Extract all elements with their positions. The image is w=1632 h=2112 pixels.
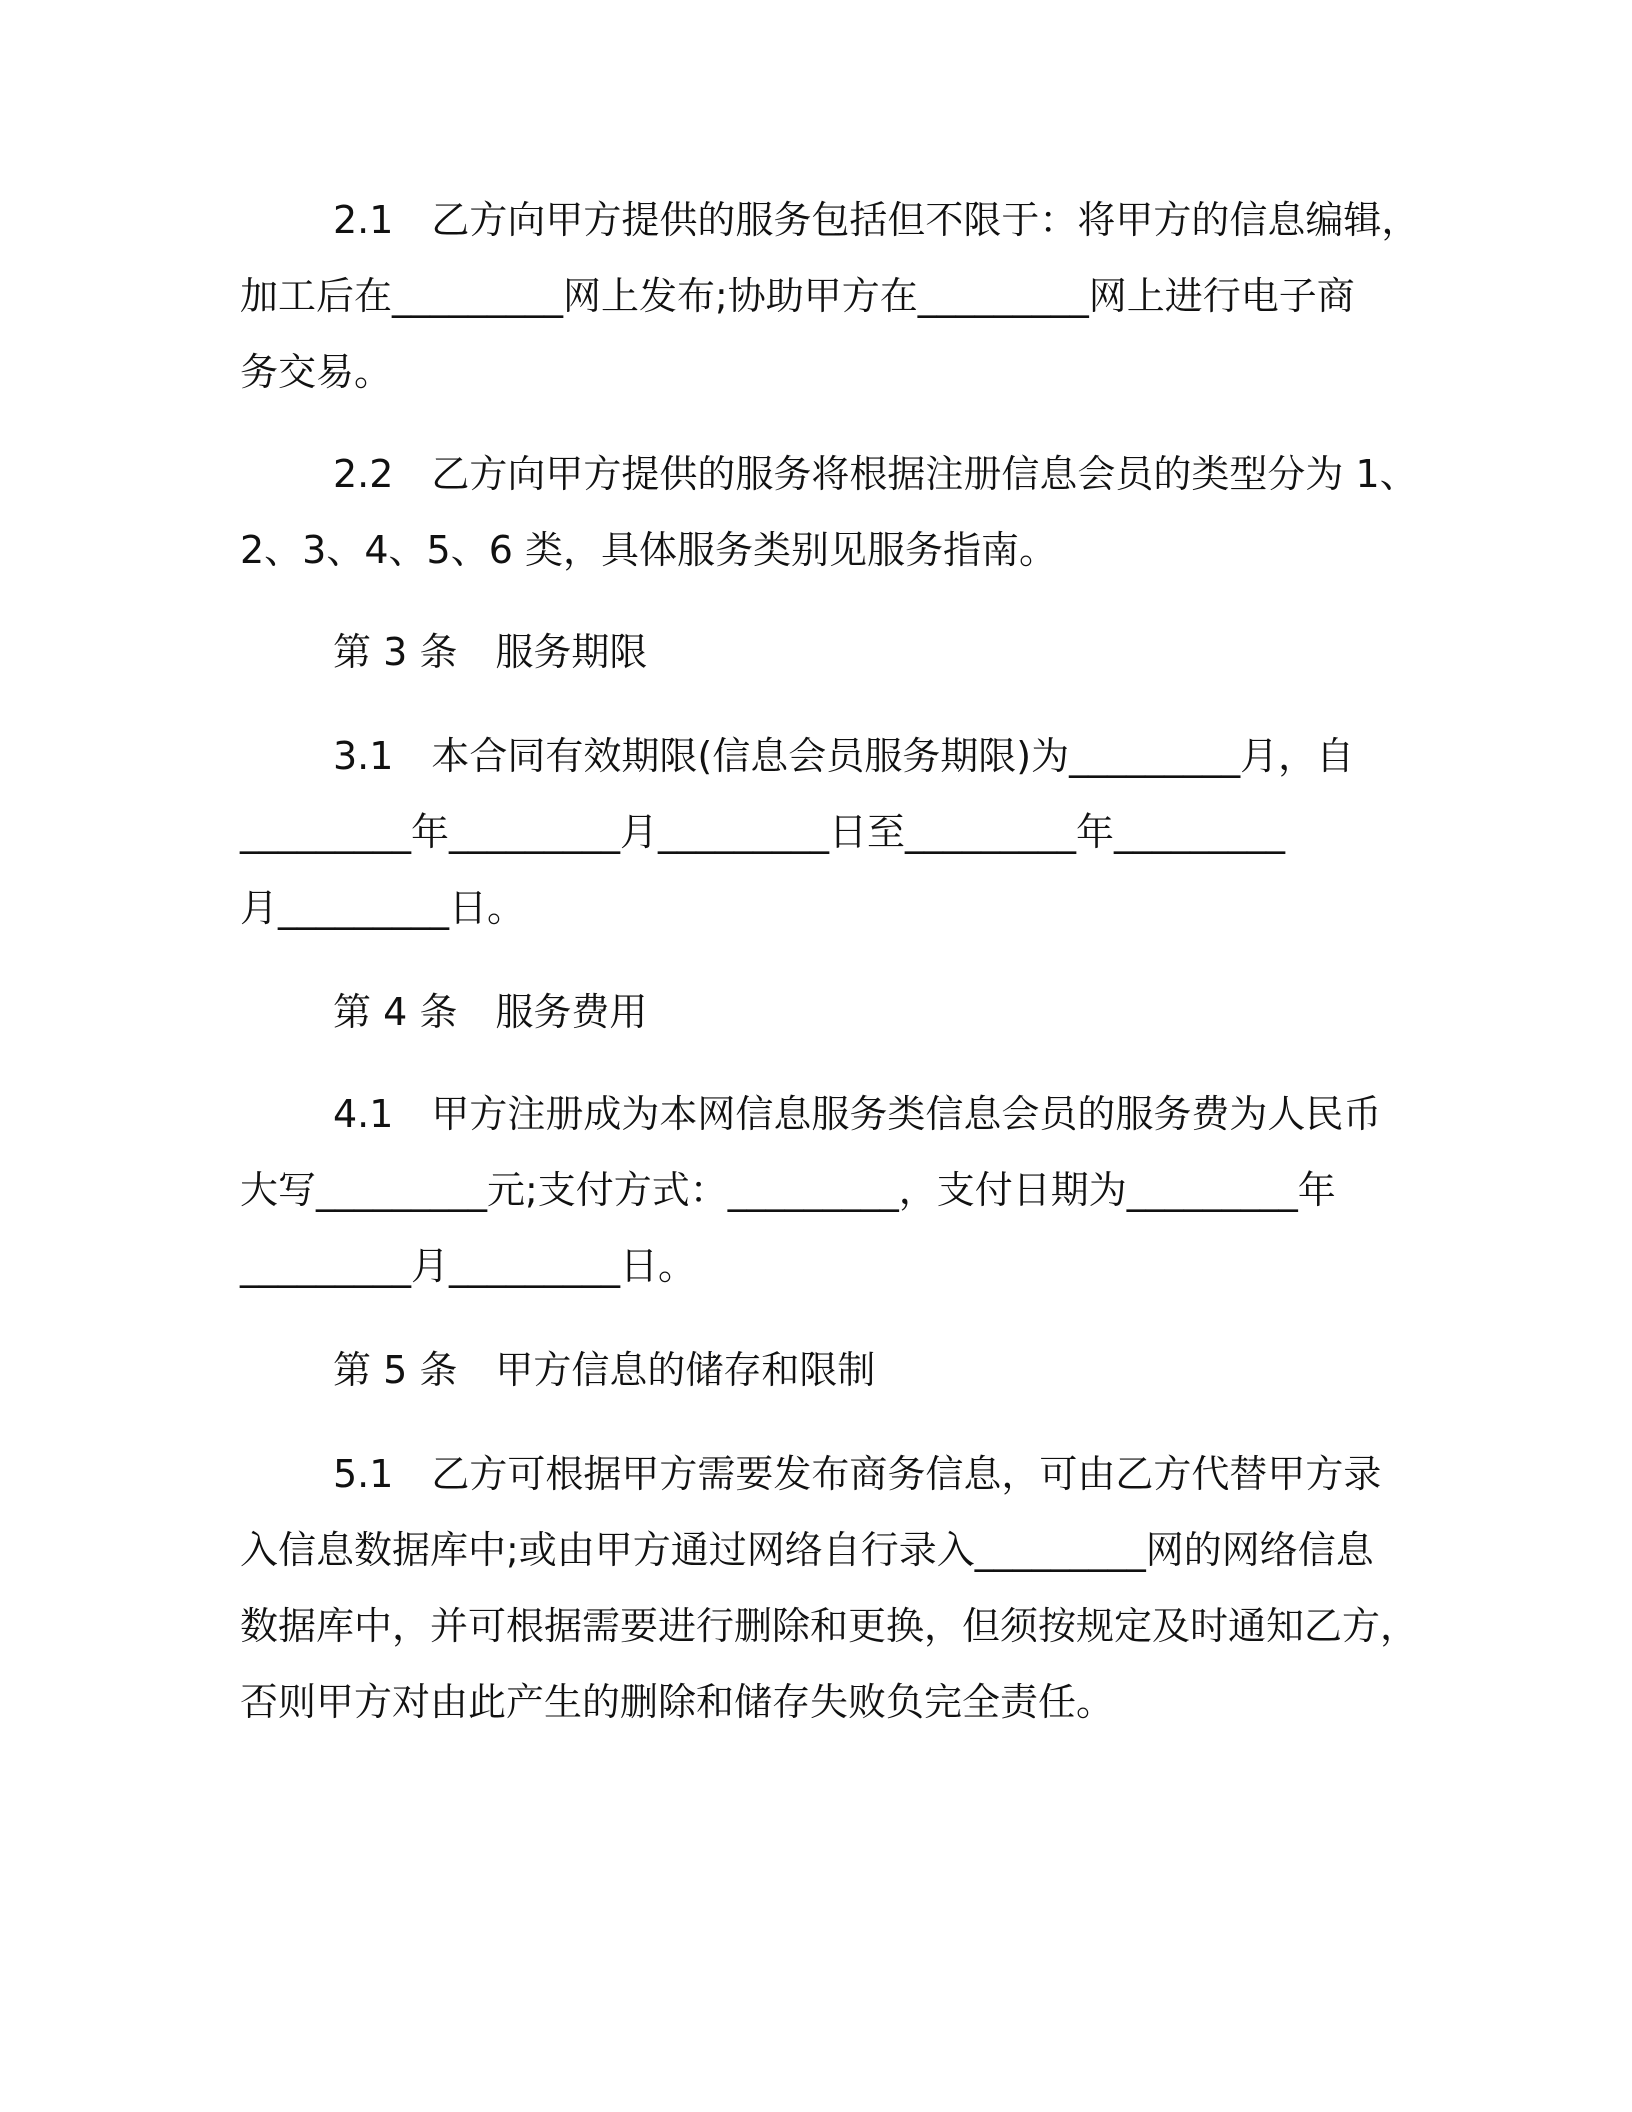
clause-4-1-line-2: 大写_________元;支付方式：_________，支付日期为_________年 (240, 1168, 1336, 1212)
clause-3-1-line-3: 月_________日。 (240, 886, 526, 930)
clause-3-1-line-2: _________年_________月_________日至_________年_________ (240, 810, 1286, 854)
clause-2-2-line-1: 2.2 乙方向甲方提供的服务将根据注册信息会员的类型分为 1、 (333, 452, 1418, 496)
clause-5-1-line-4: 否则甲方对由此产生的删除和储存失败负完全责任。 (240, 1680, 1115, 1724)
clause-4-1-line-3: _________月_________日。 (240, 1244, 697, 1288)
clause-4-1-line-1: 4.1 甲方注册成为本网信息服务类信息会员的服务费为人民币 (333, 1092, 1382, 1136)
article-3-heading: 第 3 条 服务期限 (333, 630, 648, 674)
clause-2-2-line-2: 2、3、4、5、6 类，具体服务类别见服务指南。 (240, 528, 1057, 572)
clause-3-1-line-1: 3.1 本合同有效期限(信息会员服务期限)为_________月，自 (333, 734, 1355, 778)
article-4-heading: 第 4 条 服务费用 (333, 990, 648, 1034)
clause-2-1-line-3: 务交易。 (240, 350, 393, 394)
clause-2-1-line-2: 加工后在_________网上发布;协助甲方在_________网上进行电子商 (240, 274, 1355, 318)
clause-2-1-line-1: 2.1 乙方向甲方提供的服务包括但不限于：将甲方的信息编辑， (333, 198, 1420, 242)
clause-5-1-line-2: 入信息数据库中;或由甲方通过网络自行录入_________网的网络信息 (240, 1528, 1374, 1572)
article-5-heading: 第 5 条 甲方信息的储存和限制 (333, 1348, 876, 1392)
clause-5-1-line-3: 数据库中，并可根据需要进行删除和更换，但须按规定及时通知乙方， (240, 1604, 1419, 1648)
clause-5-1-line-1: 5.1 乙方可根据甲方需要发布商务信息，可由乙方代替甲方录 (333, 1452, 1382, 1496)
